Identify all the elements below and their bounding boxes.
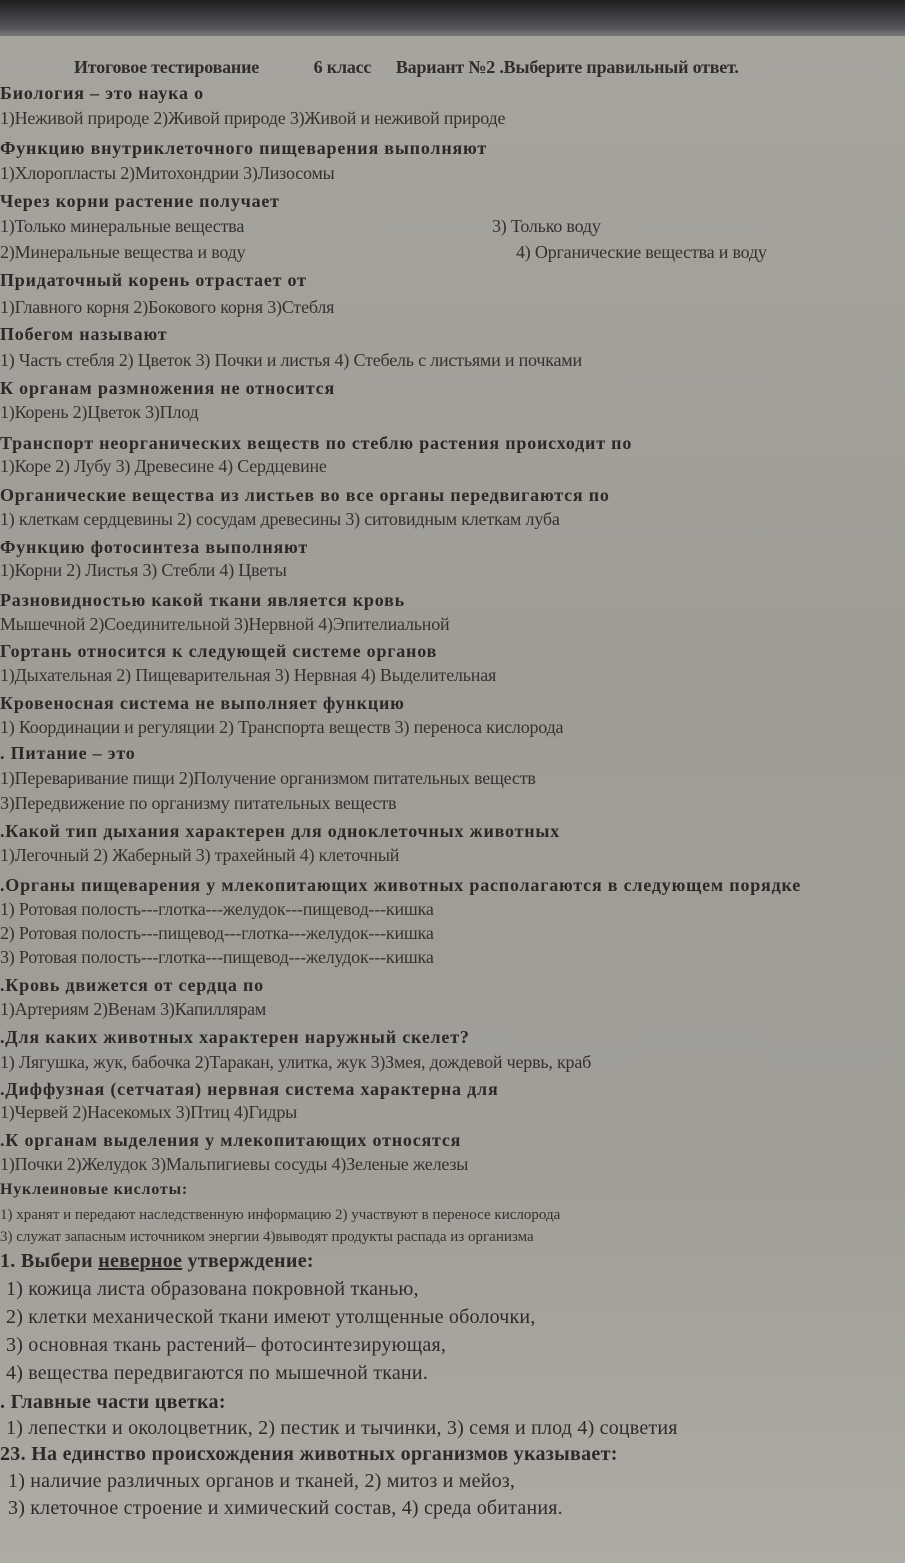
question-15: .Органы пищеварения у млекопитающих животных располагаются в следующем порядке xyxy=(0,875,802,895)
answers-20-a: 1) хранят и передают наследственную информацию 2) участвуют в переносе кислорода xyxy=(0,1207,561,1223)
answers-7: 1)Коре 2) Лубу 3) Древесине 4) Сердцевине xyxy=(0,456,327,476)
test-sheet xyxy=(0,36,905,1563)
answers-23-b: 3) клеточное строение и химический состав, 4) среда обитания. xyxy=(8,1497,563,1519)
answers-23-a: 1) наличие различных органов и тканей, 2) митоз и мейоз, xyxy=(8,1470,516,1492)
answer-15-2: 2) Ротовая полость---пищевод---глотка---желудок---кишка xyxy=(0,923,434,943)
dark-background-top xyxy=(0,0,905,40)
answer-21-4: 4) вещества передвигаются по мышечной ткани. xyxy=(6,1362,428,1384)
answers-10: Мышечной 2)Соединительной 3)Нервной 4)Эпителиальной xyxy=(0,614,450,634)
question-4: Придаточный корень отрастает от xyxy=(0,270,307,290)
answer-15-1: 1) Ротовая полость---глотка---желудок---пищевод---кишка xyxy=(0,899,434,919)
question-16: .Кровь движется от сердца по xyxy=(0,975,264,995)
question-7: Транспорт неорганических веществ по стеблю растения происходит по xyxy=(0,433,633,453)
header-instruction: .Выберите правильный ответ. xyxy=(499,57,739,77)
question-19: .К органам выделения у млекопитающих относятся xyxy=(0,1130,462,1150)
answer-3-3: 3) Только воду xyxy=(492,216,601,236)
answers-2: 1)Хлоропласты 2)Митохондрии 3)Лизосомы xyxy=(0,163,335,183)
question-5: Побегом называют xyxy=(0,324,168,344)
question-10: Разновидностью какой ткани является кровь xyxy=(0,590,405,610)
question-21 xyxy=(0,1250,314,1272)
answers-14: 1)Легочный 2) Жаберный 3) трахейный 4) клеточный xyxy=(0,845,400,865)
question-13: . Питание – это xyxy=(0,743,136,763)
header-variant: Вариант №2 xyxy=(395,57,496,77)
question-23: 23. На единство происхождения животных организмов указывает: xyxy=(0,1443,618,1465)
question-18: .Диффузная (сетчатая) нервная система характерна для xyxy=(0,1079,499,1099)
answers-11: 1)Дыхательная 2) Пищеварительная 3) Нервная 4) Выделительная xyxy=(0,665,497,685)
question-6: К органам размножения не относится xyxy=(0,378,336,398)
answers-16: 1)Артериям 2)Венам 3)Капиллярам xyxy=(0,999,267,1019)
answers-9: 1)Корни 2) Листья 3) Стебли 4) Цветы xyxy=(0,560,287,580)
question-1: Биология – это наука о xyxy=(0,83,204,103)
answer-3-2: 2)Минеральные вещества и воду xyxy=(0,242,246,262)
answers-17: 1) Лягушка, жук, бабочка 2)Таракан, улитка, жук 3)Змея, дождевой червь, краб xyxy=(0,1052,592,1072)
question-17: .Для каких животных характерен наружный скелет? xyxy=(0,1027,470,1047)
header-line xyxy=(74,56,739,78)
answers-6: 1)Корень 2)Цветок 3)Плод xyxy=(0,402,199,422)
answer-21-3: 3) основная ткань растений– фотосинтезирующая, xyxy=(6,1334,447,1356)
answers-13-a: 1)Переваривание пищи 2)Получение организмом питательных веществ xyxy=(0,768,536,788)
answers-18: 1)Червей 2)Насекомых 3)Птиц 4)Гидры xyxy=(0,1102,298,1122)
question-11: Гортань относится к следующей системе органов xyxy=(0,641,438,661)
question-9: Функцию фотосинтеза выполняют xyxy=(0,537,308,557)
answer-21-2: 2) клетки механической ткани имеют утолщенные оболочки, xyxy=(6,1306,536,1328)
question-2: Функцию внутриклеточного пищеварения выполняют xyxy=(0,138,487,158)
answers-13-b: 3)Передвижение по организму питательных веществ xyxy=(0,793,397,813)
answer-21-1: 1) кожица листа образована покровной тканью, xyxy=(6,1278,419,1300)
answers-8: 1) клеткам сердцевины 2) сосудам древесины 3) ситовидным клеткам луба xyxy=(0,509,560,529)
question-8: Органические вещества из листьев во все органы передвигаются по xyxy=(0,485,610,505)
answers-1: 1)Неживой природе 2)Живой природе 3)Живой и неживой природе xyxy=(0,108,506,128)
question-12: Кровеносная система не выполняет функцию xyxy=(0,693,405,713)
answer-3-4: 4) Органические вещества и воду xyxy=(516,242,767,262)
header-grade: 6 класс xyxy=(313,57,372,77)
question-21-underlined: неверное xyxy=(98,1250,183,1272)
answers-22: 1) лепестки и околоцветник, 2) пестик и тычинки, 3) семя и плод 4) соцветия xyxy=(6,1417,678,1439)
answers-20-b: 3) служат запасным источником энергии 4)выводят продукты распада из организма xyxy=(0,1229,534,1245)
header-title: Итоговое тестирование xyxy=(74,57,260,77)
question-22: . Главные части цветка: xyxy=(0,1391,226,1413)
answers-4: 1)Главного корня 2)Бокового корня 3)Стебля xyxy=(0,297,335,317)
answers-12: 1) Координации и регуляции 2) Транспорта веществ 3) переноса кислорода xyxy=(0,717,564,737)
question-21-suffix: утверждение: xyxy=(182,1250,314,1272)
question-14: .Какой тип дыхания характерен для одноклеточных животных xyxy=(0,821,561,841)
question-21-prefix: 1. Выбери xyxy=(0,1250,99,1272)
question-3: Через корни растение получает xyxy=(0,191,280,211)
answers-5: 1) Часть стебля 2) Цветок 3) Почки и листья 4) Стебель с листьями и почками xyxy=(0,350,582,370)
answer-3-1: 1)Только минеральные вещества xyxy=(0,216,245,236)
question-20: Нуклеиновые кислоты: xyxy=(0,1181,188,1198)
answer-15-3: 3) Ротовая полость---глотка---пищевод---желудок---кишка xyxy=(0,947,434,967)
answers-19: 1)Почки 2)Желудок 3)Мальпигиевы сосуды 4)Зеленые железы xyxy=(0,1154,469,1174)
